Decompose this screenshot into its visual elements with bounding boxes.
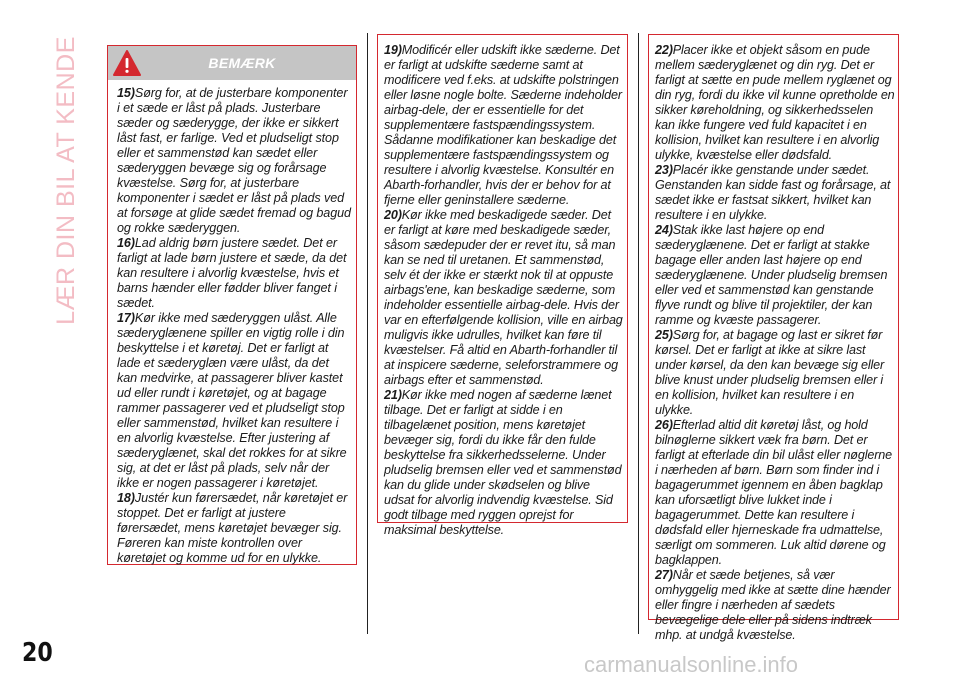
note-item: 21)Kør ikke med nogen af sæderne lænet tilbage. Det er farligt at sidde i en tilbagelænet position, mens køretøjet bevæger sig, fordi du ikke får den fulde beskyttelse fra sikkerhedsselerne. Under pludselig bremsen eller ved et sammenstød kan du glide under skødselen og blive udsat for alvorlig indvendig kvæstelse. Sid godt tilbage med ryggen oprejst for maksimal beskyttelse.	[384, 388, 622, 537]
page-number: 20	[22, 638, 53, 668]
note-box-left	[107, 45, 357, 565]
note-item: 22)Placer ikke et objekt såsom en pude mellem sæderyglænet og din ryg. Det er farligt at sætte en pude mellem ryglænet og din ryg, fordi du ikke vil kunne opretholde en sikker køreholdning, og sikkerhedsselen kan ikke fungere ved fuld kapacitet i en kollision, hvilket kan resultere i en alvorlig ulykke, kvæstelse eller dødsfald.	[655, 43, 895, 162]
note-header-label: BEMÆRK	[208, 54, 276, 71]
note-item: 16)Lad aldrig børn justere sædet. Det er farligt at lade børn justere et sæde, da det kan resultere i alvorlig kvæstelse, hvis et barns hænder eller fødder bliver fanget i sædet.	[117, 236, 347, 310]
chapter-title-text: LÆR DIN BIL AT KENDE	[51, 35, 80, 325]
chapter-side-title	[40, 30, 92, 330]
note-item: 19)Modificér eller udskift ikke sæderne. Det er farligt at udskifte sæderne samt at modificere ved f.eks. at udskifte polstringen eller løsne nogle bolte. Sæderne indeholder airbag-dele, der er essentielle for det supplementære fastspændingssystem. Sådanne modifikationer kan beskadige det supplementære fastspændingssystem og resultere i alvorlig kvæstelse. Konsultér en Abarth-forhandler, hvis der er behov for at fjerne eller geninstallere sæderne.	[384, 43, 622, 207]
note-item: 23)Placér ikke genstande under sædet. Genstanden kan sidde fast og forårsage, at sædet ikke er fastsat sikkert, hvilket kan resultere i en ulykke.	[655, 163, 891, 222]
note-box-middle	[377, 34, 628, 537]
note-item: 17)Kør ikke med sæderyggen ulåst. Alle sæderyglænene spiller en vigtig rolle i din beskyttelse i et køretøj. Det er farligt at lade et sæderyglæn være ulåst, da det kan medvirke, at passagerer bliver kastet ud eller rundt i køretøjet, og at bagage rammer passagerer ved et pludseligt stop eller sammenstød, hvilket kan resultere i en alvorlig kvæstelse. Efter justering af sæderyglænet, skal det rokkes for at sikre sig, at det er låst på plads, selv når der ikke er nogen passagerer i køretøjet.	[117, 311, 347, 490]
note-item: 26)Efterlad altid dit køretøj låst, og hold bilnøglerne sikkert væk fra børn. Det er farligt at efterlade din bil ulåst eller nøglerne i nærheden af børn. Børn som finder ind i bagagerummet igennem en åben bagklap kan uforsætligt blive lukket inde i bagagerummet. Dette kan resultere i dødsfald eller hjerneskade fra udmattelse, særligt om sommeren. Luk altid dørene og bagklappen.	[655, 418, 892, 567]
note-header	[108, 46, 356, 80]
note-item: 25)Sørg for, at bagage og last er sikret før kørsel. Det er farligt at ikke at sikre last under kørsel, da den kan bevæge sig eller blive knust under pludselig bremsen eller i en kollision, hvilket kan resultere i en ulykke.	[655, 328, 885, 417]
note-item: 24)Stak ikke last højere op end sæderyglænene. Det er farligt at stakke bagage eller anden last højere op end sæderyglænene. Under pludselig bremsen eller ved et sammenstød kan genstande flyve rundt og blive til projektiler, der kan ramme og kvæste passagerer.	[655, 223, 888, 327]
note-item: 18)Justér kun førersædet, når køretøjet er stoppet. Det er farligt at justere førersædet, mens køretøjet bevæger sig. Føreren kan miste kontrollen over køretøjet og komme ud for en ulykke.	[117, 491, 348, 565]
column-divider	[638, 33, 639, 634]
note-item: 15)Sørg for, at de justerbare komponenter i et sæde er låst på plads. Justerbare sæder og sæderygge, der ikke er sikkert låst fast, er farlige. Ved et pludseligt stop eller et sammenstød kan sædet eller sæderyggen bevæge sig og forårsage kvæstelse. Sørg for, at justerbare komponenter i sædet er låst på plads ved at forsøge at glide sædet fremad og bagud og rokke sæderyggen.	[117, 86, 351, 235]
note-item: 27)Når et sæde betjenes, så vær omhyggelig med ikke at sætte dine hænder eller fingre i nærheden af sædets bevægelige dele eller på sidens indtræk mhp. at undgå kvæstelse.	[655, 568, 891, 642]
note-item: 20)Kør ikke med beskadigede sæder. Det er farligt at køre med beskadigede sæder, såsom sædepuder der er revet itu, så man kan se ned til uretanen. Et sammenstød, selv ét der ikke er stærkt nok til at oppuste airbags'ene, kan beskadige sæderne, som indeholder essentielle airbag-dele. Hvis der var en efterfølgende kollision, ville en airbag muligvis ikke udrulles, hvilket kan føre til kvæstelser. Få altid en Abarth-forhandler til at inspicere sæderne, seleforstrammere og airbags efter et sammenstød.	[384, 208, 623, 387]
warning-triangle-icon	[112, 49, 142, 77]
column-divider	[367, 33, 368, 634]
note-box-right	[648, 34, 899, 642]
watermark-text: carmanualsonline.info	[584, 652, 799, 677]
